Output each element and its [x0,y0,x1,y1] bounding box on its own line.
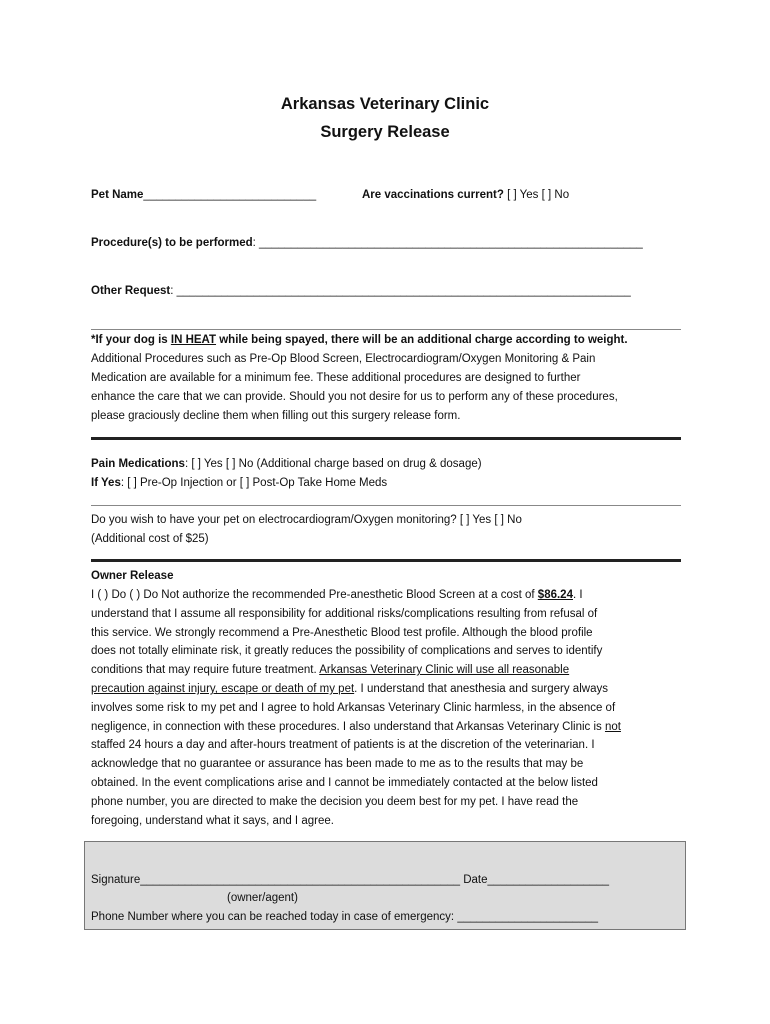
if-yes-checkboxes[interactable]: : [ ] Pre-Op Injection or [ ] Post-Op Take Home Meds [120,477,388,489]
other-request-field[interactable]: : _______________________________________________________________________ [170,285,631,297]
release-line: phone number, you are directed to make the decision you deem best for my pet. I have read the [91,796,579,808]
notice-line: Medication are available for a minimum fee. These additional procedures are designed to further [91,372,581,384]
other-request-row [91,285,631,297]
owner-agent-caption: (owner/agent) [227,892,298,904]
release-line: does not totally eliminate risk, it greatly reduces the possibility of complications and serves to identify [91,645,603,657]
signature-label: Signature [91,874,141,886]
divider [91,329,681,330]
pain-medications-label: Pain Medications [91,458,185,470]
ecg-cost: (Additional cost of $25) [91,533,209,545]
notice-line: Additional Procedures such as Pre-Op Blood Screen, Electrocardiogram/Oxygen Monitoring & Pain [91,353,596,365]
divider [91,559,681,562]
heat-notice-prefix: *If your dog is [91,334,171,346]
release-text: . I [572,589,583,601]
release-text-underlined: not [604,721,621,733]
release-line: acknowledge that no guarantee or assurance has been made to me as to the results that may be [91,758,584,770]
release-text-underlined: precaution against injury, escape or death of my pet [91,683,355,695]
clinic-title: Arkansas Veterinary Clinic [280,95,490,113]
release-text: . I understand that anesthesia and surgery always [354,683,608,695]
heat-notice-suffix: while being spayed, there will be an additional charge according to weight. [216,334,628,346]
notice-line: enhance the care that we can provide. Should you not desire for us to perform any of these procedures, [91,391,618,403]
divider [91,505,681,506]
procedures-row [91,237,643,249]
phone-row [91,911,598,923]
notice-line: please graciously decline them when filling out this surgery release form. [91,410,461,422]
release-line: this service. We strongly recommend a Pre-Anesthetic Blood test profile. Although the blood profile [91,627,593,639]
ecg-question[interactable]: Do you wish to have your pet on electrocardiogram/Oxygen monitoring? [ ] Yes [ ] No [91,514,522,526]
release-line [91,664,569,676]
release-line: obtained. In the event complications arise and I cannot be immediately contacted at the below listed [91,777,598,789]
date-field[interactable]: ___________________ [487,874,610,886]
release-text: I ( ) Do ( ) Do Not authorize the recommended Pre-anesthetic Blood Screen at a cost of [91,589,538,601]
release-line: involves some risk to my pet and I agree to hold Arkansas Veterinary Clinic harmless, in the absence of [91,702,616,714]
pet-name-field[interactable]: ___________________________ [143,189,317,201]
heat-notice-term: IN HEAT [170,334,217,346]
release-text: negligence, in connection with these procedures. I also understand that Arkansas Veterinary Clinic is [91,721,605,733]
release-line [91,589,583,601]
release-line [91,721,621,733]
date-label: Date [463,874,488,886]
vaccinations-label: Are vaccinations current? [362,189,504,201]
blood-screen-price: $86.24 [537,589,573,601]
release-line: understand that I assume all responsibility for additional risks/complications resulting from refusal of [91,608,598,620]
pain-medications-checkboxes[interactable]: : [ ] Yes [ ] No (Additional charge based on drug & dosage) [184,458,482,470]
pain-medications-row [91,458,482,470]
heat-notice [91,334,628,346]
phone-field[interactable]: ______________________ [457,911,599,923]
other-request-label: Other Request [91,285,171,297]
release-text: conditions that may require future treatment. [91,664,320,676]
signature-field[interactable]: __________________________________________________ [140,874,461,886]
signature-row [91,874,609,886]
release-text-underlined: Arkansas Veterinary Clinic will use all reasonable [319,664,570,676]
vaccinations-checkboxes[interactable]: [ ] Yes [ ] No [507,189,570,201]
pet-name-label: Pet Name [91,189,144,201]
if-yes-label: If Yes [91,477,121,489]
release-line [91,683,608,695]
procedures-label: Procedure(s) to be performed [91,237,253,249]
procedures-field[interactable]: : ____________________________________________________________ [252,237,643,249]
pet-name-row [91,189,316,201]
form-title: Surgery Release [320,123,450,141]
phone-label: Phone Number where you can be reached today in case of emergency: [91,911,458,923]
owner-release-heading: Owner Release [91,570,174,582]
vaccinations-row [362,189,569,201]
if-yes-row [91,477,387,489]
release-line: foregoing, understand what it says, and I agree. [91,815,334,827]
release-line: staffed 24 hours a day and after-hours treatment of patients is at the discretion of the veterinarian. I [91,739,595,751]
divider [91,437,681,440]
